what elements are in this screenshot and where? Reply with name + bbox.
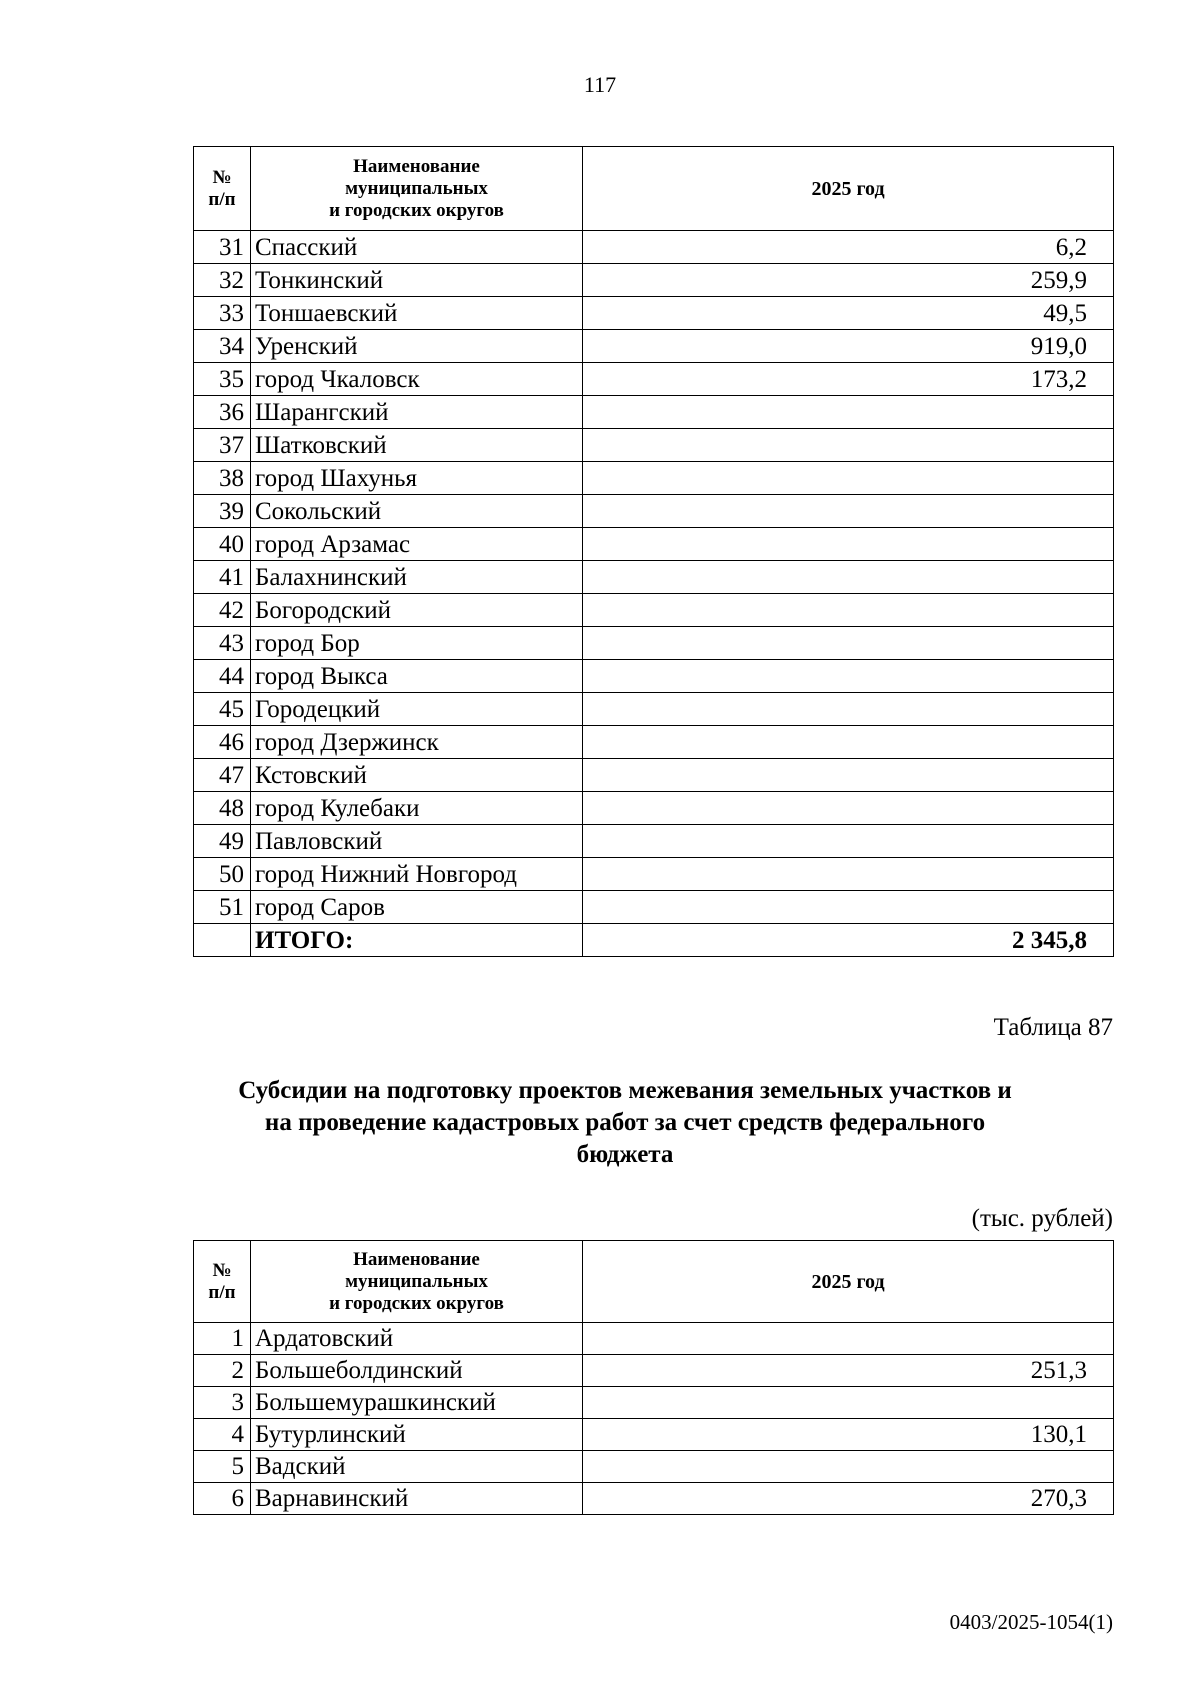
row-name: город Арзамас (251, 528, 583, 561)
table-label: Таблица 87 (993, 1014, 1113, 1041)
row-number: 4 (194, 1419, 251, 1451)
row-value (583, 858, 1114, 891)
row-number: 43 (194, 627, 251, 660)
subsidy-table-87 (193, 1240, 1114, 1515)
document-code: 0403/2025-1054(1) (949, 1610, 1113, 1634)
row-value: 130,1 (583, 1419, 1114, 1451)
row-value (583, 693, 1114, 726)
table-row (194, 363, 1114, 396)
row-number: 39 (194, 495, 251, 528)
row-name: Вадский (251, 1451, 583, 1483)
row-name: Павловский (251, 825, 583, 858)
row-number: 41 (194, 561, 251, 594)
row-number: 31 (194, 231, 251, 264)
row-number: 37 (194, 429, 251, 462)
row-number: 1 (194, 1323, 251, 1355)
table-row (194, 396, 1114, 429)
units-label: (тыс. рублей) (971, 1205, 1113, 1232)
row-value (583, 825, 1114, 858)
row-name: город Выкса (251, 660, 583, 693)
row-number: 51 (194, 891, 251, 924)
table-row (194, 891, 1114, 924)
table-row (194, 1419, 1114, 1451)
row-name: город Шахунья (251, 462, 583, 495)
row-number: 38 (194, 462, 251, 495)
table-row (194, 660, 1114, 693)
table-row (194, 858, 1114, 891)
subsidy-table-continued (193, 146, 1114, 957)
row-name: Тонкинский (251, 264, 583, 297)
table-header-row (194, 147, 1114, 231)
table-row (194, 792, 1114, 825)
row-value (583, 528, 1114, 561)
page-number: 117 (583, 72, 617, 97)
row-value (583, 1323, 1114, 1355)
row-name: Шатковский (251, 429, 583, 462)
row-number: 48 (194, 792, 251, 825)
total-number-cell (194, 924, 251, 957)
table-header-row (194, 1241, 1114, 1323)
header-name: Наименование муниципальных и городских округов (251, 1241, 583, 1323)
row-value (583, 396, 1114, 429)
table-row (194, 1355, 1114, 1387)
row-number: 2 (194, 1355, 251, 1387)
row-name: город Чкаловск (251, 363, 583, 396)
row-name: Ардатовский (251, 1323, 583, 1355)
row-number: 35 (194, 363, 251, 396)
row-name: Богородский (251, 594, 583, 627)
table-row (194, 264, 1114, 297)
row-value (583, 891, 1114, 924)
row-name: Уренский (251, 330, 583, 363)
row-name: Бутурлинский (251, 1419, 583, 1451)
table-row (194, 330, 1114, 363)
row-number: 45 (194, 693, 251, 726)
row-number: 49 (194, 825, 251, 858)
header-number: № п/п (194, 1241, 251, 1323)
row-value: 259,9 (583, 264, 1114, 297)
row-name: город Кулебаки (251, 792, 583, 825)
row-name: Балахнинский (251, 561, 583, 594)
header-name: Наименование муниципальных и городских округов (251, 147, 583, 231)
row-number: 40 (194, 528, 251, 561)
table-row (194, 1451, 1114, 1483)
row-number: 5 (194, 1451, 251, 1483)
row-value (583, 495, 1114, 528)
row-value (583, 1387, 1114, 1419)
row-value: 251,3 (583, 1355, 1114, 1387)
section-title: Субсидии на подготовку проектов межевания земельных участков и на проведение кадастровых работ за счет средств федерального бюджета (238, 1077, 1012, 1168)
row-name: город Саров (251, 891, 583, 924)
table-row (194, 462, 1114, 495)
total-label: ИТОГО: (251, 924, 583, 957)
row-value (583, 462, 1114, 495)
row-name: Шарангский (251, 396, 583, 429)
row-value: 270,3 (583, 1483, 1114, 1515)
table-row (194, 528, 1114, 561)
total-value: 2 345,8 (583, 924, 1114, 957)
header-year: 2025 год (583, 1241, 1114, 1323)
row-value (583, 660, 1114, 693)
row-number: 47 (194, 759, 251, 792)
row-number: 46 (194, 726, 251, 759)
row-number: 34 (194, 330, 251, 363)
table-row (194, 1483, 1114, 1515)
table-row (194, 495, 1114, 528)
row-value (583, 627, 1114, 660)
table-row (194, 297, 1114, 330)
header-year: 2025 год (583, 147, 1114, 231)
row-value (583, 726, 1114, 759)
row-value (583, 759, 1114, 792)
table-row (194, 1387, 1114, 1419)
total-row (194, 924, 1114, 957)
row-name: город Бор (251, 627, 583, 660)
row-value: 173,2 (583, 363, 1114, 396)
header-number: № п/п (194, 147, 251, 231)
row-name: Кстовский (251, 759, 583, 792)
row-value: 919,0 (583, 330, 1114, 363)
row-number: 44 (194, 660, 251, 693)
row-name: Спасский (251, 231, 583, 264)
row-number: 42 (194, 594, 251, 627)
row-name: город Дзержинск (251, 726, 583, 759)
row-number: 6 (194, 1483, 251, 1515)
table-row (194, 693, 1114, 726)
row-value (583, 792, 1114, 825)
row-value: 6,2 (583, 231, 1114, 264)
table-row (194, 231, 1114, 264)
table-row (194, 594, 1114, 627)
row-number: 50 (194, 858, 251, 891)
table-row (194, 561, 1114, 594)
table-row (194, 726, 1114, 759)
table-row (194, 1323, 1114, 1355)
row-name: Тоншаевский (251, 297, 583, 330)
row-value (583, 561, 1114, 594)
table-row (194, 825, 1114, 858)
row-number: 32 (194, 264, 251, 297)
row-value (583, 429, 1114, 462)
row-name: Большемурашкинский (251, 1387, 583, 1419)
row-name: Сокольский (251, 495, 583, 528)
table-row (194, 627, 1114, 660)
row-number: 36 (194, 396, 251, 429)
row-value (583, 594, 1114, 627)
row-name: Большеболдинский (251, 1355, 583, 1387)
row-name: город Нижний Новгород (251, 858, 583, 891)
row-value: 49,5 (583, 297, 1114, 330)
table-row (194, 429, 1114, 462)
row-name: Городецкий (251, 693, 583, 726)
row-number: 33 (194, 297, 251, 330)
row-value (583, 1451, 1114, 1483)
row-number: 3 (194, 1387, 251, 1419)
row-name: Варнавинский (251, 1483, 583, 1515)
table-row (194, 759, 1114, 792)
